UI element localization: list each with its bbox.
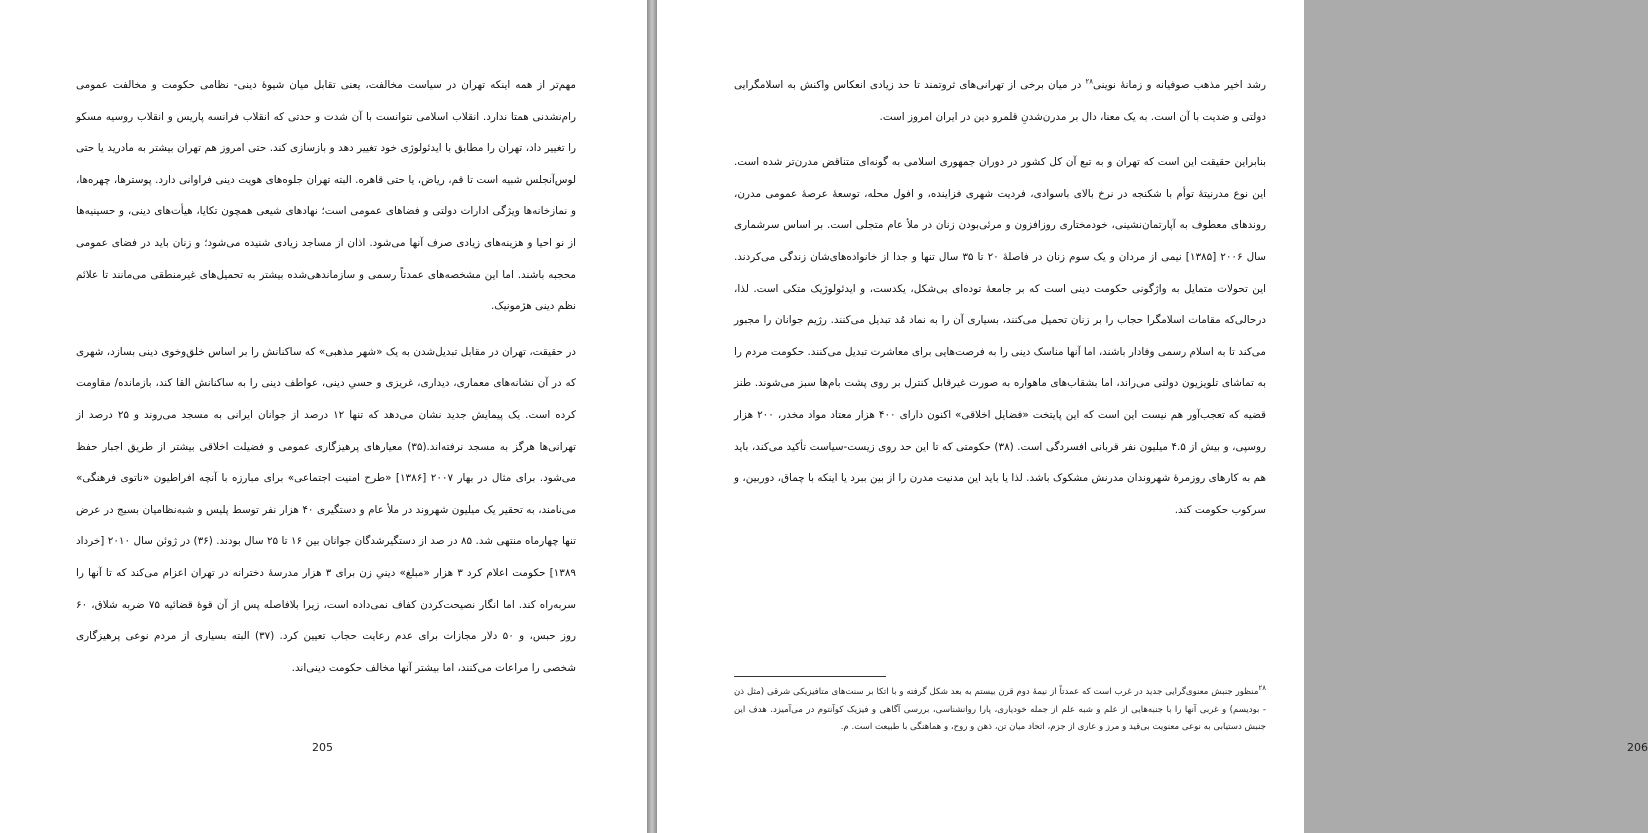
- paragraph: [734, 70, 1266, 133]
- paragraph: [734, 147, 1266, 526]
- paragraph: مهم‌تر از همه اینکه تهران در سیاست مخالفت، یعنی تقابل میان شیوهٔ دینی- نظامی حکومت و مخالفت عمومی رام‌نشدنی همتا ندارد. انقلاب اسلامی نتوانست با آن شدت و حدتی که انقلاب فرانسه پاریس و انقلاب روسیه مسکو را تغییر داد، تهران را مطابق با ایدئولوژی خود تغییر دهد و بازسازی کند. حتی امروز هم تهران بیشتر به مادرید یا حتی لوس‌آنجلس شبیه است تا قم، ریاض، یا حتی قاهره. البته تهران جلوه‌های هویت دینی فراوانی دارد. پوسترها، چهره‌ها، و نمازخانه‌ها ویژگی ادارات دولتی و فضاهای عمومی است؛ نهادهای شیعی همچون تکایا، هیأت‌های دینی، و حسینیه‌ها از نو احیا و هزینه‌های زیادی صرف آنها می‌شود. اذان از مساجد زیادی شنیده می‌شود؛ و زنان باید در فضای عمومی محجبه باشند. اما این مشخصه‌های عمدتاً رسمی و سازماندهی‌شده بیشتر به تحمیل‌های غیرمنطقی می‌مانند تا علائم نظم دینی هژمونیک.: [76, 79, 576, 313]
- page-gutter: [647, 0, 657, 833]
- page-number: 206: [1627, 741, 1648, 754]
- right-page-body: [734, 70, 1266, 526]
- footnote-text: منظور جنبش معنوی‌گرایی جدید در غرب است که عمدتاً از نیمهٔ دوم قرن بیستم به بعد شکل گرفته و با اتکا بر سنت‌های متافیزیکی شرقی (مثل ذن - بودیسم) و غربی آنها را با جنبه‌هایی از علم و شبه علم از جمله خودیاری، پارا روانشناسی، بررسی آگاهی و فیزیک کوآنتوم در می‌آمیزد. هدف این جنبش دستیابی به نوعی معنویت بی‌قید و مرز و عاری از جزم، اتحاد میان تن، ذهن و روح، و هماهنگی با طبیعت است. م.: [734, 687, 1266, 732]
- paragraph-text: رشد اخیر مذهب صوفیانه و زمانهٔ نوینی: [1093, 79, 1266, 91]
- footnote-ref[interactable]: ۲۸: [1085, 77, 1093, 86]
- footnote-separator: [734, 676, 886, 677]
- page-number: 205: [312, 741, 333, 754]
- paragraph-text: بنابراین حقیقت این است که تهران و به تبع آن کل کشور در دوران جمهوری اسلامی به گونه‌ای متناقض مدرن‌تر شده است. این نوع مدرنیتهٔ توأم با شکنجه در نرخ بالای باسوادی، فردیت شهری فزاینده، و افول محله، توسعهٔ عرصهٔ عمومی مدرن، روندهای معطوف به آپارتمان‌نشینی، خودمختاری روزافزون و مرئی‌بودن زنان در ملأ عام متجلی است. بر اساس سرشماری سال ۲۰۰۶ [۱۳۸۵] نیمی از مردان و یک سوم زنان در فاصلهٔ ۲۰ تا ۳۵ سال تنها و جدا از خانواده‌های‌شان زندگی می‌کردند. این تحولات متمایل به واژگونی حکومت دینی است که بر جامعهٔ توده‌ای بی‌شکل، یکدست، و ایدئولوژیک متکی است. لذا، درحالی‌که مقامات اسلامگرا حجاب را بر زنان تحمیل می‌کنند، بسیاری آن را به نماد مُد تبدیل می‌کنند. رژیم جوانان را مجبور می‌کند تا به اسلام رسمی وفادار باشند، اما آنها مناسک دینی را به فرصت‌هایی برای معاشرت تبدیل می‌کنند. حکومت مردم را به تماشای تلویزیون دولتی می‌راند، اما بشقاب‌های ماهواره به صورت غیرقابل کنترل بر روی پشت بام‌ها سبز می‌شوند. طنز قضیه که تعجب‌آور هم نیست این است که این پایتخت «فضایل اخلاقی» اکنون دارای ۴۰۰ هزار معتاد مواد مخدر، ۲۰۰ هزار روسپی، و بیش از ۴.۵ میلیون نفر قربانی افسردگی است. (۳۸) حکومتی که تا این حد روی زیست-سیاست تأکید می‌کند، باید هم به کارهای روزمرهٔ شهروندان مدرنش مشکوک باشد. لذا یا باید این مدنیت مدرن را از بین ببرد یا اینکه با چماق، دوربین، و سرکوب حکومت کند.: [734, 156, 1266, 516]
- paragraph-text: در میان برخی از تهرانی‌های ثروتمند تا حد زیادی انعکاس واکنش به اسلامگرایی دولتی و ضدیت با آن است. به یک معنا، دال بر مدرن‌شدنِ قلمرو دین در ایران امروز است.: [734, 79, 1266, 123]
- footnote-number: ۲۸: [1258, 684, 1266, 693]
- left-page-body: [76, 70, 576, 684]
- paragraph: در حقیقت، تهران در مقابل تبدیل‌شدن به یک «شهر مذهبی» که ساکنانش را بر اساس خلق‌وخوی دینی بسازد، شهری که در آن نشانه‌های معماری، دیداری، غریزی و حسیِ دینی، عواطف دینی را به ساکنانش القا کند، بازمانده/ مقاومت کرده است. یک پیمایش جدید نشان می‌دهد که تنها ۱۲ درصد از جوانان ایرانی به مسجد می‌روند و ۲۵ درصد از تهرانی‌ها هرگز به مسجد نرفته‌اند.(۳۵) معیارهای پرهیزگاری عمومی و فضیلت اخلاقی بیشتر از طریق اجبار حفظ می‌شود. برای مثال در بهار ۲۰۰۷ [۱۳۸۶] «طرح امنیت اجتماعی» برای مبارزه با آنچه افراطیون «ناتوی فرهنگی» می‌نامند، به تحقیر یک میلیون شهروند در ملأ عام و دستگیری ۴۰ هزار نفر توسط پلیس و شبه‌نظامیان بسیج در عرض تنها چهارماه منتهی شد. ۸۵ در صد از دستگیرشدگان جوانان بین ۱۶ تا ۲۵ سال بودند. (۳۶) در ژوئن سال ۲۰۱۰ [خرداد ۱۳۸۹] حکومت اعلام کرد ۳ هزار «مبلغ» دینیِ زن برای ۳ هزار مدرسهٔ دخترانه در تهران اعزام می‌کند که تا آنها را سربه‌راه کند. اما انگار نصیحت‌کردن کفاف نمی‌داده است، زیرا بلافاصله پس از آن قوهٔ قضائیه ۷۵ ضربه شلاق، ۶۰ روز حبس، و ۵۰ دلار مجازات برای عدم رعایت حجاب تعیین کرد. (۳۷) البته بسیاری از مردم نوعی پرهیزگاری شخصی را مراعات می‌کنند، اما بیشتر آنها مخالف حکومت دینی‌اند.: [76, 345, 577, 674]
- left-page: [0, 0, 647, 833]
- footnote: [734, 684, 1266, 737]
